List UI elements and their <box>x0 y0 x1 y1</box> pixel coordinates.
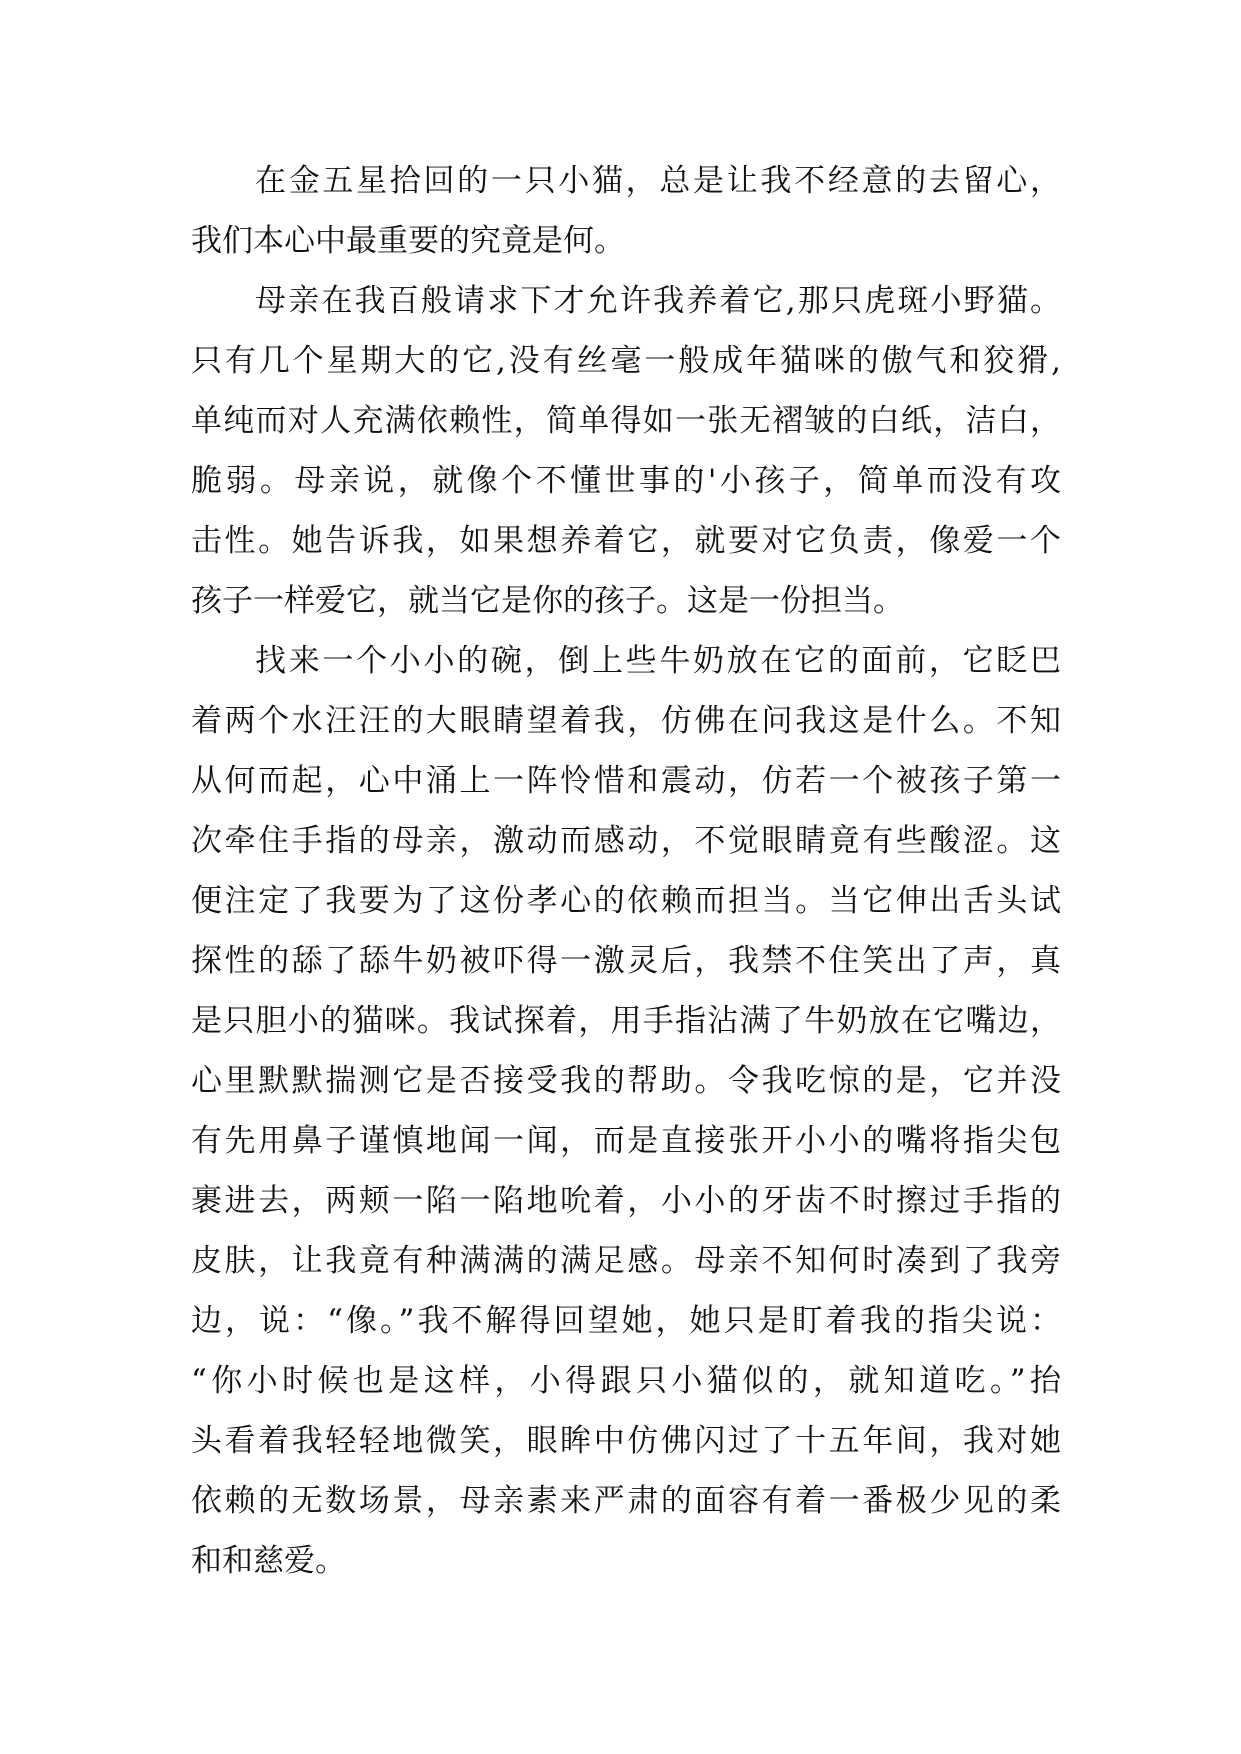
paragraph-3-line-11: 皮肤，让我竟有种满满的满足感。母亲不知何时凑到了我旁 <box>191 1243 1061 1279</box>
paragraph-3-line-13: “你小时候也是这样，小得跟只小猫似的，就知道吃。”抬 <box>191 1363 1061 1399</box>
paragraph-3-line-1: 找来一个小小的碗，倒上些牛奶放在它的面前，它眨巴 <box>255 643 1061 679</box>
paragraph-2-line-2: 只有几个星期大的它,没有丝毫一般成年猫咪的傲气和狡猾, <box>191 343 1061 379</box>
paragraph-3-line-2: 着两个水汪汪的大眼睛望着我，仿佛在问我这是什么。不知 <box>191 703 1061 739</box>
paragraph-3-line-8: 心里默默揣测它是否接受我的帮助。令我吃惊的是，它并没 <box>191 1063 1061 1099</box>
paragraph-2-line-1: 母亲在我百般请求下才允许我养着它,那只虎斑小野猫。 <box>255 283 1061 319</box>
paragraph-3-line-12: 边，说：“像。”我不解得回望她，她只是盯着我的指尖说： <box>191 1303 1061 1339</box>
paragraph-3-line-9: 有先用鼻子谨慎地闻一闻，而是直接张开小小的嘴将指尖包 <box>191 1123 1061 1159</box>
essay-body <box>191 161 1061 1601</box>
paragraph-3-line-14: 头看着我轻轻地微笑，眼眸中仿佛闪过了十五年间，我对她 <box>191 1423 1061 1459</box>
paragraph-3-line-6: 探性的舔了舔牛奶被吓得一激灵后，我禁不住笑出了声，真 <box>191 943 1061 979</box>
paragraph-1-line-2: 我们本心中最重要的究竟是何。 <box>191 223 625 259</box>
paragraph-2-line-4: 脆弱。母亲说，就像个不懂世事的'小孩子，简单而没有攻 <box>191 463 1061 499</box>
paragraph-3-line-3: 从何而起，心中涌上一阵怜惜和震动，仿若一个被孩子第一 <box>191 763 1061 799</box>
paragraph-2-line-3: 单纯而对人充满依赖性，简单得如一张无褶皱的白纸，洁白， <box>191 403 1061 439</box>
paragraph-3-line-4: 次牵住手指的母亲，激动而感动，不觉眼睛竟有些酸涩。这 <box>191 823 1061 859</box>
paragraph-2-line-5: 击性。她告诉我，如果想养着它，就要对它负责，像爱一个 <box>191 523 1061 559</box>
paragraph-3-line-5: 便注定了我要为了这份孝心的依赖而担当。当它伸出舌头试 <box>191 883 1061 919</box>
paragraph-3-line-15: 依赖的无数场景，母亲素来严肃的面容有着一番极少见的柔 <box>191 1483 1061 1519</box>
paragraph-1-line-1: 在金五星拾回的一只小猫，总是让我不经意的去留心， <box>255 163 1061 199</box>
paragraph-2-line-6: 孩子一样爱它，就当它是你的孩子。这是一份担当。 <box>191 583 904 619</box>
paragraph-3-line-16: 和和慈爱。 <box>191 1543 346 1579</box>
paragraph-3-line-10: 裹进去，两颊一陷一陷地吮着，小小的牙齿不时擦过手指的 <box>191 1183 1061 1219</box>
paragraph-3-line-7: 是只胆小的猫咪。我试探着，用手指沾满了牛奶放在它嘴边， <box>191 1003 1061 1039</box>
